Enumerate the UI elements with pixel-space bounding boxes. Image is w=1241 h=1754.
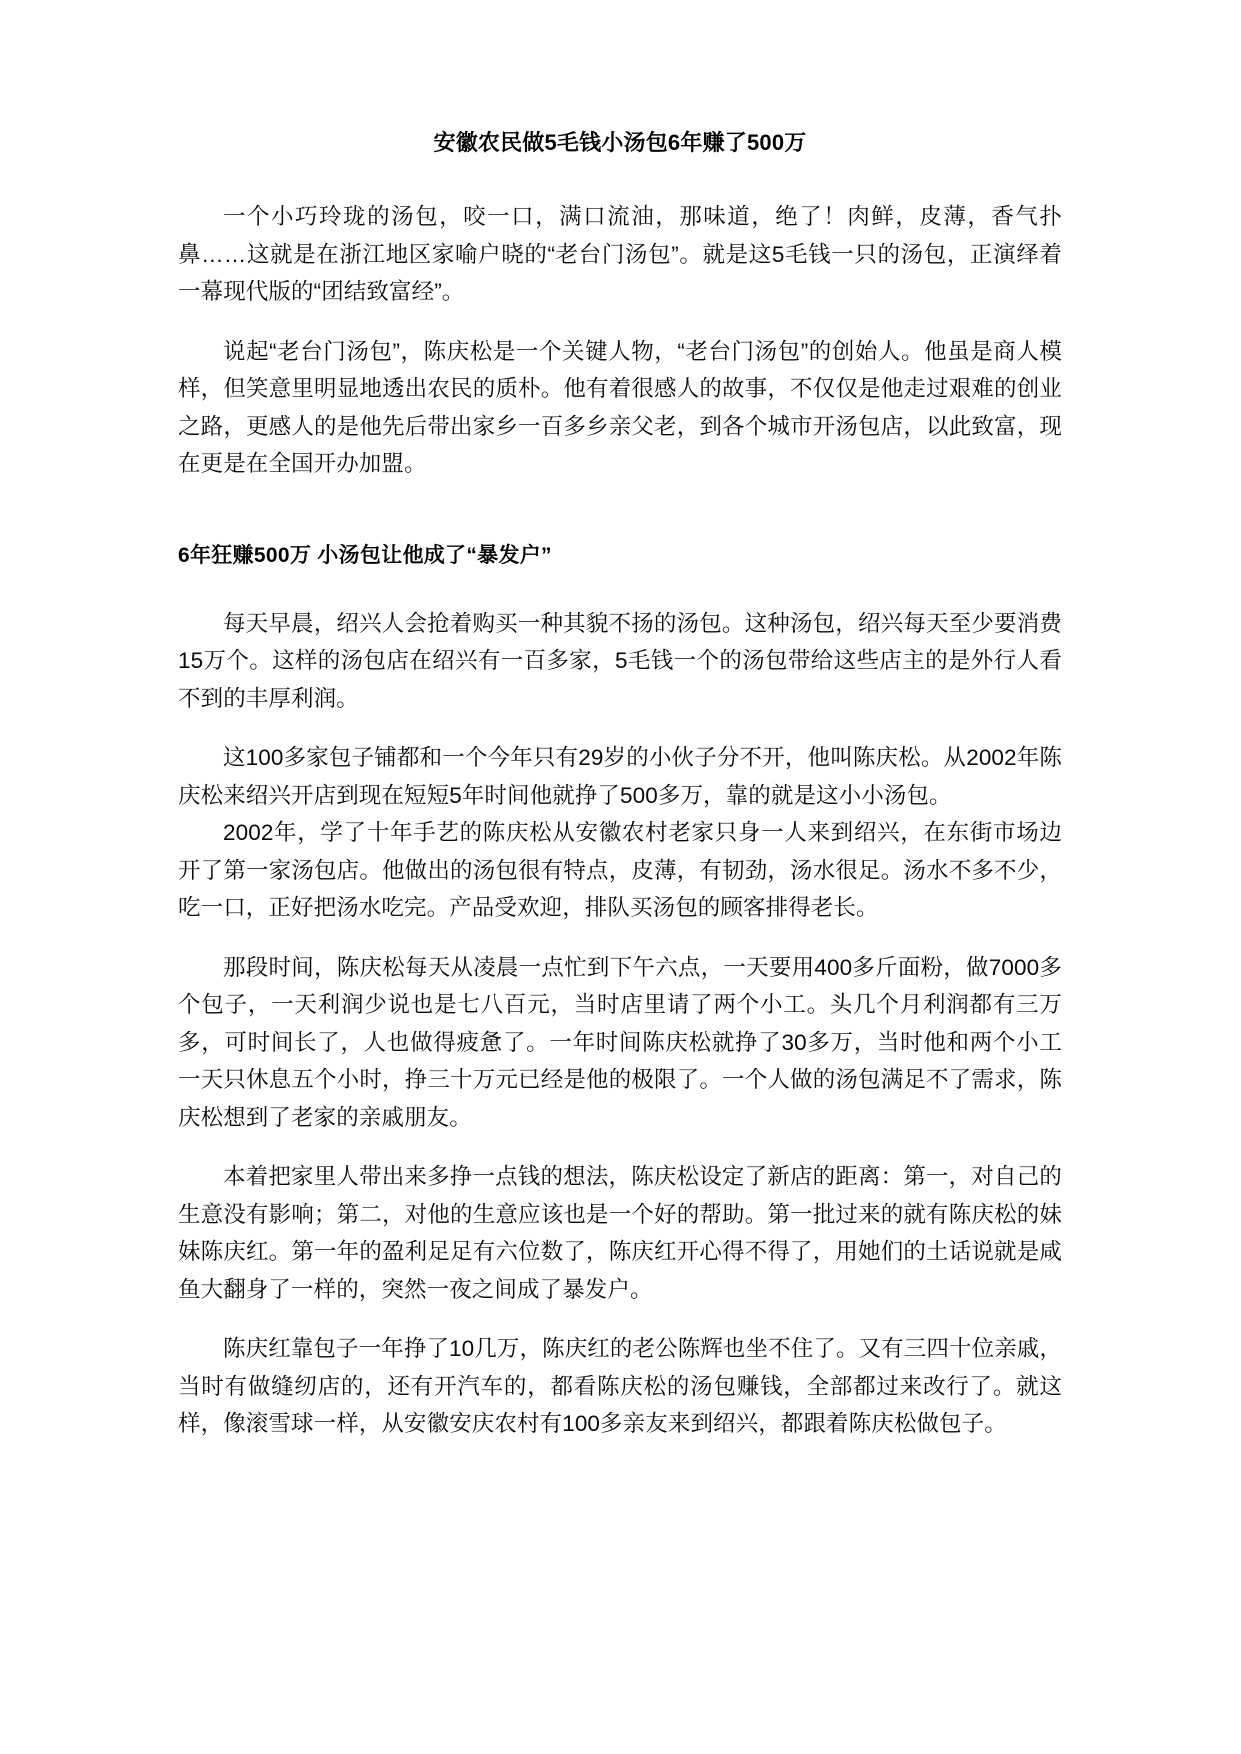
section-spacer-after bbox=[178, 573, 1062, 605]
paragraph-spacer bbox=[178, 1308, 1062, 1330]
paragraph-7: 本着把家里人带出来多挣一点钱的想法，陈庆松设定了新店的距离：第一，对自己的生意没有影响；第二，对他的生意应该也是一个好的帮助。第一批过来的就有陈庆松的妹妹陈庆红。第一年的盈利足足有六位数了，陈庆红开心得不得了，用她们的土话说就是咸鱼大翻身了一样的，突然一夜之间成了暴发户。 bbox=[178, 1164, 1062, 1302]
section-spacer-before bbox=[178, 483, 1062, 539]
paragraph-spacer bbox=[178, 717, 1062, 739]
paragraph-spacer bbox=[178, 1136, 1062, 1158]
paragraph-spacer bbox=[178, 311, 1062, 333]
paragraph-spacer bbox=[178, 927, 1062, 949]
title-spacer bbox=[178, 160, 1062, 198]
section-heading: 6年狂赚500万 小汤包让他成了“暴发户” bbox=[178, 543, 552, 567]
paragraph-8: 陈庆红靠包子一年挣了10几万，陈庆红的老公陈辉也坐不住了。又有三四十位亲戚，当时有做缝纫店的，还有开汽车的，都看陈庆松的汤包赚钱，全部都过来改行了。就这样，像滚雪球一样，从安徽安庆农村有100多亲友来到绍兴，都跟着陈庆松做包子。 bbox=[178, 1336, 1062, 1436]
paragraph-4: 这100多家包子铺都和一个今年只有29岁的小伙子分不开，他叫陈庆松。从2002年陈庆松来绍兴开店到现在短短5年时间他就挣了500多万，靠的就是这小小汤包。 bbox=[178, 745, 1062, 808]
paragraph-5: 2002年，学了十年手艺的陈庆松从安徽农村老家只身一人来到绍兴，在东街市场边开了第一家汤包店。他做出的汤包很有特点，皮薄，有韧劲，汤水很足。汤水不多不少，吃一口，正好把汤水吃完。产品受欢迎，排队买汤包的顾客排得老长。 bbox=[178, 820, 1062, 920]
page-title: 安徽农民做5毛钱小汤包6年赚了500万 bbox=[433, 130, 807, 155]
paragraph-2: 说起“老台门汤包”，陈庆松是一个关键人物，“老台门汤包”的创始人。他虽是商人模样，但笑意里明显地透出农民的质朴。他有着很感人的故事，不仅仅是他走过艰难的创业之路，更感人的是他先后带出家乡一百多乡亲父老，到各个城市开汤包店，以此致富，现在更是在全国开办加盟。 bbox=[178, 338, 1062, 476]
paragraph-6: 那段时间，陈庆松每天从凌晨一点忙到下午六点，一天要用400多斤面粉，做7000多个包子，一天利润少说也是七八百元，当时店里请了两个小工。头几个月利润都有三万多，可时间长了，人也做得疲惫了。一年时间陈庆松就挣了30多万，当时他和两个小工一天只休息五个小时，挣三十万元已经是他的极限了。一个人做的汤包满足不了需求，陈庆松想到了老家的亲戚朋友。 bbox=[178, 954, 1062, 1130]
paragraph-1: 一个小巧玲珑的汤包，咬一口，满口流油，那味道，绝了！肉鲜，皮薄，香气扑鼻……这就是在浙江地区家喻户晓的“老台门汤包”。就是这5毛钱一只的汤包，正演绎着一幕现代版的“团结致富经”。 bbox=[178, 204, 1062, 304]
document-body bbox=[178, 126, 1062, 1443]
paragraph-3: 每天早晨，绍兴人会抢着购买一种其貌不扬的汤包。这种汤包，绍兴每天至少要消费15万个。这样的汤包店在绍兴有一百多家，5毛钱一个的汤包带给这些店主的是外行人看不到的丰厚利润。 bbox=[178, 610, 1062, 711]
